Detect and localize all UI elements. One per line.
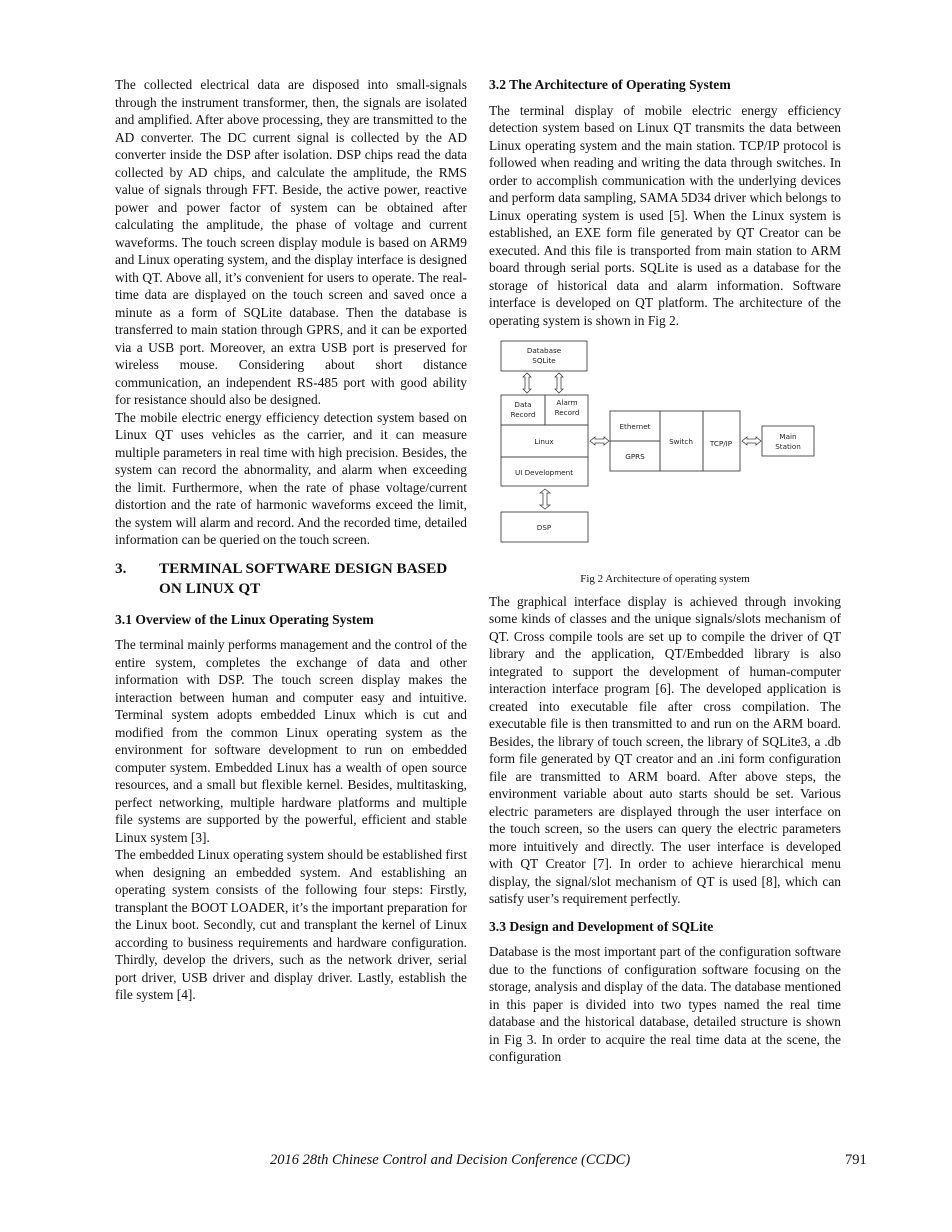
right-column <box>489 76 841 1066</box>
ui-development-label: UI Development <box>514 468 574 477</box>
subsection-heading: 3.3 Design and Development of SQLite <box>489 918 714 934</box>
conference-name: 2016 28th Chinese Control and Decision Conference (CCDC) <box>270 1152 631 1168</box>
database-label: Database <box>526 346 562 355</box>
page-number: 791 <box>845 1152 867 1168</box>
figure-caption: Fig 2 Architecture of operating system <box>580 573 750 585</box>
architecture-figure <box>489 339 841 571</box>
section-number: 3. <box>115 559 127 577</box>
body-paragraph: The terminal display of mobile electric energy efficiency detection system based on Linux QT transmits the data between Linux operating system and the main station. TCP/IP protocol is followed when reading and writing the data through switches. In order to accomplish communication with the underlying devices and perform data sampling, SAMA 5D34 driver which belongs to Linux operating system is used [5]. When the Linux system is established, an EXE form file generated by QT Creator can be executed. And this file is transported from main station to ARM board through serial ports. SQLite is used as a database for the storage of historical data and alarm information. Software interface is developed on QT platform. The architecture of the operating system is shown in Fig 2. <box>489 102 841 328</box>
alarm-record-label: Alarm <box>556 398 578 407</box>
left-column <box>115 76 467 1004</box>
body-paragraph: Database is the most important part of the configuration software due to the functions of configuration software focusing on the storage, analysis and display of the data. The database mentioned in this paper is divided into two types named the real time database and the historical database, detailed structure is shown in Fig 3. In order to acquire the real time data at the scene, the configuration <box>489 944 841 1064</box>
subsection-heading: 3.2 The Architecture of Operating System <box>489 77 731 92</box>
main-station-label-2: Station <box>775 442 801 451</box>
section-title: TERMINAL SOFTWARE DESIGN BASED ON LINUX QT <box>159 559 448 597</box>
body-paragraph: The embedded Linux operating system should be established first when designing an embedded system. And establishing an operating system consists of the following four steps: Firstly, transplant the BOOT LOADER, it’s the important preparation for the Linux boot. Secondly, cut and transplant the kernel of Linux according to business requirements and hardware configuration. Thirdly, develop the drivers, such as the network driver, serial port driver, USB driver and display driver. Lastly, establish the file system [4]. <box>115 847 467 1002</box>
subsection-heading: 3.1 Overview of the Linux Operating System <box>115 611 374 627</box>
main-station-box <box>762 426 814 456</box>
dsp-label: DSP <box>536 523 552 532</box>
linux-label: Linux <box>534 437 554 446</box>
body-paragraph: The terminal mainly performs management and the control of the entire system, completes the exchange of data and other information with DSP. The touch screen display makes the interaction between human and computer easy and intuitive. Terminal system adopts embedded Linux which is cut and modified from the common Linux operating system as the environment for software development to run on embedded computer system. Embedded Linux has a wealth of open source resources, and a small but flexible kernel. Besides, multitasking, perfect networking, multiple hardware platforms and multiple file systems are supported by the powerful, efficient and stable Linux system [3]. <box>115 637 467 845</box>
database-label-2: SQLite <box>532 356 556 365</box>
alarm-record-label-2: Record <box>554 408 580 417</box>
body-paragraph: The collected electrical data are disposed into small-signals through the instrument transformer, then, the signals are isolated and amplified. After above processing, they are transmitted to the AD converter. The DC current signal is collected by the AD converter inside the DSP after isolation. DSP chips read the data collected by AD chips, and calculate the amplitude, the RMS value of signals through FFT. Beside, the active power, reactive power and power factor of system can be obtained after calculating the amplitude, the phase of voltage and current waveforms. The touch screen display module is based on ARM9 and Linux operating system, and the display interface is designed with QT. Above all, it’s convenient for users to operate. The real-time data are displayed on the touch screen and saved once a minute as a form of SQLite database. Then the database is transferred to main station through GPRS, and it can be exported via a USB port. Moreover, an extra USB port is preserved for wireless mouse. Considering about short distance communication, an independent RS-485 port with good ability for resistance should also be designed. <box>115 77 467 407</box>
section-heading <box>115 559 467 599</box>
architecture-diagram <box>489 339 841 571</box>
ethernet-label: Ethernet <box>619 422 651 431</box>
tcpip-label: TCP/IP <box>709 439 733 448</box>
body-paragraph: The graphical interface display is achieved through invoking some kinds of classes and the unique signals/slots mechanism of QT. Cross compile tools are set up to compile the driver of QT library and the application, QT/Embedded library is also integrated to support the development of human-computer interaction interface program [6]. The developed application is created into executable file after cross compilation. The executable file is then transmitted to and run on the ARM board. Besides, the library of touch screen, the library of SQLite3, a .db form file generated by QT creator and an .ini form configuration file are transmitted to ARM board. After above steps, the environment variable about auto starts should be set. Various electric parameters are displayed through the user interface on the touch screen, so the users can query the electric parameters more intuitively and directly. The user interface is developed with QT Creator [7]. In order to achieve hierarchical menu display, the signal/slot mechanism of QT is used [8], which can satisfy user’s requirement perfectly. <box>489 593 841 906</box>
switch-label: Switch <box>669 437 693 446</box>
data-record-label-2: Record <box>510 410 536 419</box>
gprs-label: GPRS <box>625 452 645 461</box>
main-station-label: Main <box>779 432 797 441</box>
data-record-label: Data <box>514 400 532 409</box>
body-paragraph: The mobile electric energy efficiency detection system based on Linux QT uses vehicles as the carrier, and it can measure multiple parameters in real time with high precision. Besides, the system can record the abnormality, and alarm when exceeding the limit. Furthermore, when the rate of phase voltage/current distortion and the rate of harmonic waveforms exceed the limit, the system will alarm and record. And the recorded time, detailed information can be queried on the touch screen. <box>115 409 467 547</box>
